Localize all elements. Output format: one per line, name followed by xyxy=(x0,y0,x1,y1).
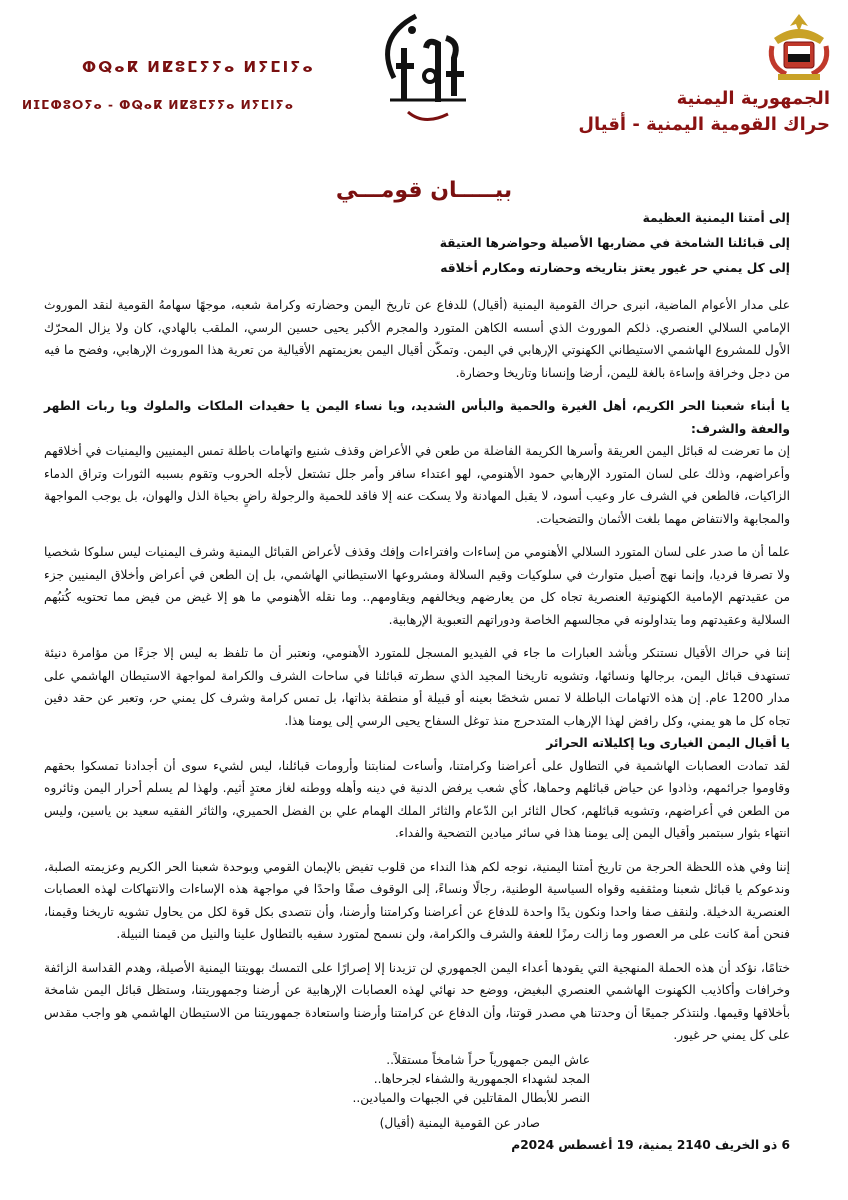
paragraph: على مدار الأعوام الماضية، انبرى حراك القومية اليمنية (أقيال) للدفاع عن تاريخ اليمن وحضارته وكرامة شعبه، موجهًا سهامهُ القومية لنقد الموروث الإمامي السلالي العنصري. ذلكم الموروث الذي أسسه الكاهن المتورد والمجرم الأكبر يحيى حسين الرسي، الملقب بالهادي، كان ولا يزال المحرّك الأول للمشروع الهاشمي الاستيطاني الكهنوتي الإرهابي في اليمن. وتمكّن أقيال اليمن بعزيمتهم الأقيالية من تعرية هذا الموروث الإرهابي، وفضح ما فيه من دجل وخرافة وإساءة بالغة لليمن، أرضا وإنسانا وتاريخا وحضارة. xyxy=(44,298,790,380)
tifinagh-org-line1: ⵀⵕⴰⴽ ⵍⵇⵓⵎⵢⵢⴰ ⵍⵢⵎⵏⵢⴰ xyxy=(82,58,315,76)
issuer-line: صادر عن القومية اليمنية (أقيال) xyxy=(379,1115,540,1130)
paragraph: ختامًا، نؤكد أن هذه الحملة المنهجية التي يقودها أعداء اليمن الجمهوري لن تزيدنا إلا إصرارًا على التمسك بهويتنا اليمنية الأصيلة، وهدم القداسة الزائفة وخرافات وأكاذيب الكهنوت الهاشمي العنصري البغيض، ووضع حد نهائي لهذه العصابات الإرهابية عن أرضنا وجمهوريتنا، وستظل قبائل اليمن شامخة بأخلاقها وقيمها. ولنتذكر جميعًا أن وحدتنا هي مصدر قوتنا، وأن الدفاع عن كرامتنا وأرضنا واستعادة جمهوريتنا من الاستيطان الهاشمي هو واجب مقدس على كل يمني حر غيور. xyxy=(44,960,790,1042)
org-name-line1: الجمهورية اليمنية xyxy=(676,88,830,109)
statement-title: بيـــــان قومـــي xyxy=(335,178,513,203)
section-heading: يا أقيال اليمن الغيارى ويا إكليلاته الحرائر xyxy=(546,736,790,750)
aqyal-logo-icon xyxy=(368,8,480,138)
tifinagh-org-line2: ⵍⵊⵎⵀⵓⵔⵢⴰ - ⵀⵕⴰⴽ ⵍⵇⵓⵎⵢⵢⴰ ⵍⵢⵎⵏⵢⴰ xyxy=(22,98,295,112)
org-name-line2: حراك القومية اليمنية - أقيال xyxy=(578,114,830,135)
closing-line: المجد لشهداء الجمهورية والشفاء لجرحاها.. xyxy=(373,1071,590,1086)
addressee-line: إلى أمتنا اليمنية العظيمة xyxy=(642,211,790,225)
date-line: 6 ذو الخريف 2140 يمنية، 19 أغسطس 2024م xyxy=(511,1137,790,1152)
closing-line: عاش اليمن جمهورياً حراً شامخاً مستقلاً.. xyxy=(386,1052,590,1067)
paragraph: إننا وفي هذه اللحظة الحرجة من تاريخ أمتنا اليمنية، نوجه لكم هذا النداء من قلوب تفيض بالإيمان القومي وبوحدة شعبنا الحر الكريم وعزيمته الصلبة، وندعوكم يا قبائل شعبنا ومثقفيه وقواه السياسية الوطنية، رجالًا ونساءً، إلى الوقوف صفًا واحدًا في مواجهة هذه الإساءات والانتهاكات لهذه العصابات العنصرية الدخيلة. ولنقف صفا واحدا ونكون يدًا واحدة للدفاع عن أعراضنا وكرامتنا وأرضنا، وأن نتصدى بكل قوة لكل من يحاول تشويه تاريخنا وقيمنا، فنحن أمة كانت على مر العصور وما زالت رمزًا للعفة والشرف والكرامة، ولن نسمح لمتورد سفيه بالتطاول علينا والنيل من قيمنا النبيلة. xyxy=(44,859,790,941)
addressee-line: إلى كل يمني حر غيور يعتز بتاريخه وحضارته ومكارم أخلاقه xyxy=(440,261,790,275)
section-heading: يا أبناء شعبنا الحر الكريم، أهل الغيرة والحمية والبأس الشديد، ويا نساء اليمن يا حفيدات الملكات والملوك ويا ربات الطهر والعفة والشرف: xyxy=(44,399,790,436)
paragraph: لقد تمادت العصابات الهاشمية في التطاول على أعراضنا وكرامتنا، وأساءت لمنابتنا وأرومات قبائلنا، ليس لشيء سوى أن أجدادنا تمسكوا بحقهم وقاوموا جرائمهم، وذادوا عن حياض قبائلهم وحماها، كأي شعب يرفض الدنية في دينه وأهله ووطنه لغاز معتدٍ أثيم. ولهذا لم يسلم أحرار اليمن وثائروه من الطعن في أعراضهم، وتشويه قبائلهم، كحال الثائر ابن الدّعام والثائر الملك الهمام علي بن الفضل الحميري، والثائر الفقيه سعيد بن ياسين، وليس انتهاء بثوار سبتمبر وأقيال اليمن إلى يومنا هذا في سائر ميادين التضحية والفداء. xyxy=(44,758,790,840)
paragraph: إن ما تعرضت له قبائل اليمن العريقة وأسرها الكريمة الفاضلة من طعن في الأعراض وقذف شنيع واتهامات باطلة تمس اليمنيين واليمنيات في أخلاقهم وأعراضهم، وذلك على لسان المتورد الإرهابي حمود الأهنومي، لهو اعتداء سافر وأمر جلل تشتعل لأجله الحروب وتقوم بسببه الثورات وتراق الدماء الزاكيات، فالطعن في الشرف عار وعيب أسود، لا يقبل المهادنة ولا يسكت عنه إلا فاقد للحمية والرجولة راضٍ بحياة الذل والهوان، بل يوجب المواجهة والمجابهة والانتفاض مهما بلغت الأثمان والتضحيات. xyxy=(44,444,790,526)
paragraph: علما أن ما صدر على لسان المتورد السلالي الأهنومي من إساءات وافتراءات وإفك وقذف لأعراض القبائل اليمنية وشرف اليمنيات ليس سلوكا شخصيا ولا تصرفا فرديا، وإنما نهج أصيل متوارث في سلوكيات وقيم السلالة ومشروعها الاستيطاني الهاشمي، بل إن الطعن في أعراض وأخلاق اليمنيين جزء من عقيدتهم الإمامية الكهنوتية العنصرية تجاه كل من يعارضهم ويخالفهم ويقاومهم.. وما نقله الأهنومي ما هو إلا غيض من فيض مما تحتويه كُتبُهم السلالية وعقيدتهم وما يتداولونه في مجالسهم الخاصة ودوراتهم التعبوية الإرهابية. xyxy=(44,545,790,627)
addressee-line: إلى قبائلنا الشامخة في مضاربها الأصيلة وحواضرها العتيقة xyxy=(439,236,790,250)
yemen-emblem-icon xyxy=(764,8,834,88)
statement-body xyxy=(44,206,790,1155)
paragraph: إننا في حراك الأقيال نستنكر وبأشد العبارات ما جاء في الفيديو المسجل للمتورد الأهنومي، ونعتبر أن ما تلفظ به ليس إلا جزءًا من مؤامرة دنيئة تستهدف قبائل اليمن، برجالها ونسائها، وتشويه تاريخنا المجيد الذي سطرته قبائلنا في ساحات الشرف والكرامة لمواجهة الاستيطان الهاشمي على مدار 1200 عام. إن هذه الاتهامات الباطلة لا تمس شخصًا بعينه أو قبيلة أو منطقة بذاتها، بل تمس كرامة وشرف كل يمني حر، وتعبر عن حقد دفين تجاه كل ما هو يمني، وكل رافض لهذا الإرهاب المتدحرج منذ توغل السفاح يحيى الرسي إلى يومنا هذا. xyxy=(44,646,790,728)
closing-line: النصر للأبطال المقاتلين في الجبهات والميادين.. xyxy=(352,1090,590,1105)
